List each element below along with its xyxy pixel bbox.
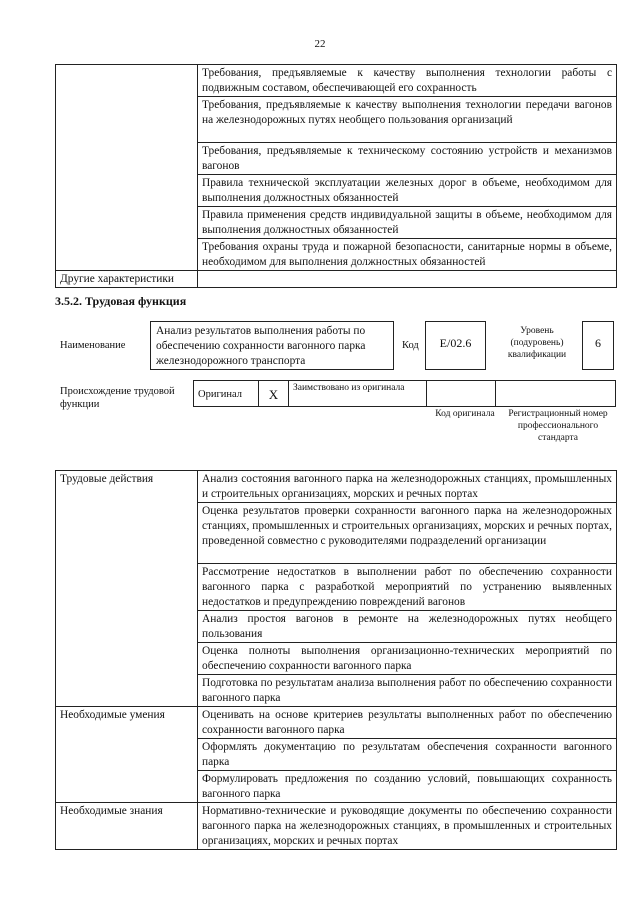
group-label-actions: Трудовые действия [56,471,198,707]
requirement-cell: Требования, предъявляемые к техническому состоянию устройств и механизмов вагонов [198,143,617,175]
table-row [56,707,617,739]
labor-action-cell: Анализ состояния вагонного парка на железнодорожных станциях, промышленных и строительных организациях, морских и речных портах [198,471,617,503]
skill-cell: Оценивать на основе критериев результаты выполненных работ по обеспечению сохранности вагонного парка [198,707,617,739]
level-value: 6 [595,336,601,350]
labor-action-cell: Оценка полноты выполнения организационно-технических мероприятий по обеспечению сохранности вагонного парка [198,643,617,675]
requirement-cell: Требования охраны труда и пожарной безопасности, санитарные нормы в объеме, необходимом для выполнения должностных обязанностей [198,239,617,271]
table-row [56,471,617,503]
other-characteristics-value [198,271,617,288]
table-row [56,803,617,850]
skill-cell: Формулировать предложения по созданию условий, повышающих сохранность вагонного парка [198,771,617,803]
registration-caption: Регистрационный номер профессионального стандарта [508,409,608,443]
labor-action-cell: Анализ простоя вагонов в ремонте на железнодорожных путях необщего пользования [198,611,617,643]
knowledge-cell: Нормативно-технические и руководящие документы по обеспечению сохранности вагонного парка на железнодорожных станциях, в промышленных и строительных организациях, морских и речных портах [198,803,617,850]
section-heading: 3.5.2. Трудовая функция [55,294,187,308]
origin-label: Происхождение трудовой функции [60,386,175,410]
original-mark: X [259,381,289,407]
level-label: Уровень (подуровень) квалификации [507,326,567,360]
code-box [425,321,486,370]
origin-table [193,380,616,407]
labor-action-cell: Оценка результатов проверки сохранности вагонного парка на железнодорожных станциях, промышленных и строительных организациях, морских и речных портах, проведенной совместно с руководителями подразделений организации [198,503,617,564]
table-label-cell [56,65,198,271]
other-characteristics-label: Другие характеристики [56,271,198,288]
original-code-cell [427,381,496,407]
requirement-cell: Правила технической эксплуатации железных дорог в объеме, необходимом для выполнения должностных обязанностей [198,175,617,207]
code-label: Код [402,340,419,351]
borrowed-label: Заимствовано из оригинала [289,381,427,407]
page-number: 22 [314,38,326,50]
labor-action-cell: Рассмотрение недостатков в выполнении работ по обеспечению сохранности вагонного парка с разработкой мероприятий по устранению выявленных недостатков и предупреждению повреждений вагонов [198,564,617,611]
group-label-skills: Необходимые умения [56,707,198,803]
requirement-cell: Требования, предъявляемые к качеству выполнения технологии передачи вагонов на железнодорожных путях необщего пользования организаций [198,97,617,143]
code-caption: Код оригинала [435,409,495,419]
original-label: Оригинал [194,381,259,407]
name-label: Наименование [60,340,126,351]
function-name-value: Анализ результатов выполнения работы по обеспечению сохранности вагонного парка железнодорожного транспорта [156,325,366,367]
table-row [56,271,617,288]
group-label-knowledge: Необходимые знания [56,803,198,850]
table-row [194,381,616,407]
registration-number-cell [496,381,616,407]
labor-action-cell: Подготовка по результатам анализа выполнения работ по обеспечению сохранности вагонного парка [198,675,617,707]
level-box [582,321,614,370]
labor-functions-table [55,470,617,850]
table-row [56,65,617,97]
requirement-cell: Правила применения средств индивидуальной защиты в объеме, необходимом для выполнения должностных обязанностей [198,207,617,239]
function-name-box [150,321,394,370]
skill-cell: Оформлять документацию по результатам обеспечения сохранности вагонного парка [198,739,617,771]
requirement-cell: Требования, предъявляемые к качеству выполнения технологии работы с подвижным составом, обеспечивающей его сохранность [198,65,617,97]
top-requirements-table [55,64,617,288]
code-value: E/02.6 [439,336,472,350]
